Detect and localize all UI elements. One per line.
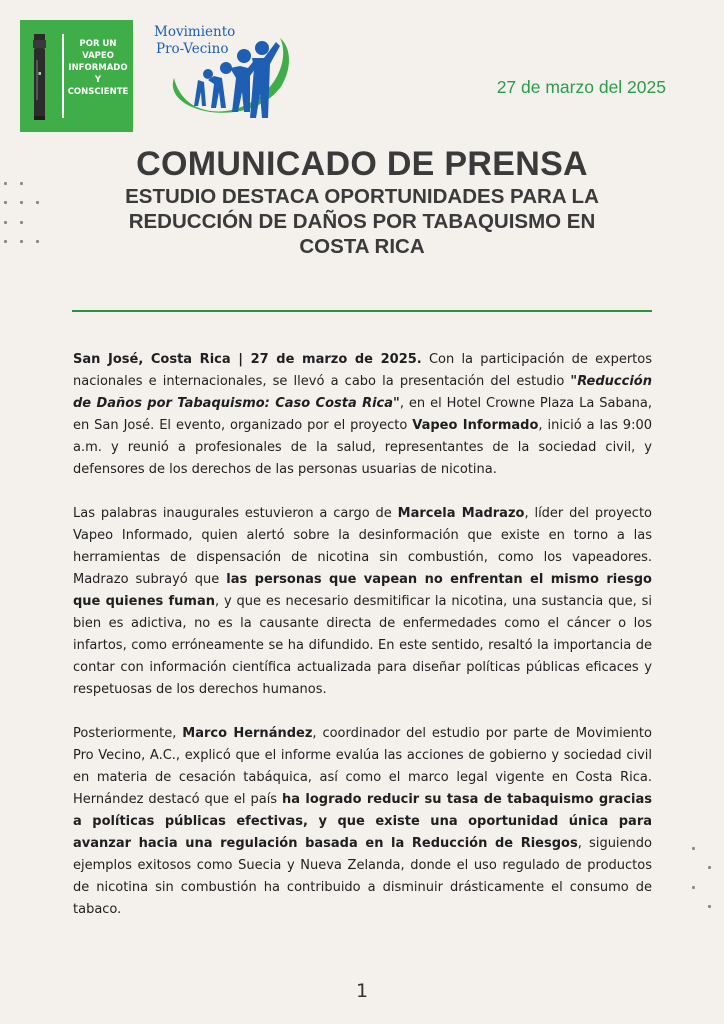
paragraph-intro xyxy=(73,349,652,481)
press-date: 27 de marzo del 2025 xyxy=(496,77,666,97)
body-text: , líder del proyecto Vapeo Informado, quien alertó sobre la desinformación que existe en torno a las herramientas de dispensación de nicotina sin combustión, como los vapeadores. Madrazo subrayó que xyxy=(73,506,652,587)
speaker-name: Marcela Madrazo xyxy=(397,506,525,521)
body-text: , en el Hotel Crowne Plaza La Sabana, en San José. El evento, organizado por el proyecto xyxy=(73,396,653,433)
logo-line: Pro-Vecino xyxy=(156,41,229,57)
logo-line: INFORMADO xyxy=(68,63,128,73)
logo-line: Y xyxy=(94,75,102,85)
paragraph-madrazo xyxy=(73,503,652,701)
subtitle-line: ESTUDIO DESTACA OPORTUNIDADES PARA LA xyxy=(125,185,599,208)
page-number: 1 xyxy=(355,980,369,1002)
body-text: , y que es necesario desmitificar la nicotina, una sustancia que, si bien es adictiva, no es la causante directa de enfermedades como el cáncer o los infartos, como erróneamente se ha difundido. En este sentido, resaltó la importancia de contar con información científica actualizada para diseñar políticas públicas eficaces y respetuosas de los derechos humanos. xyxy=(73,594,652,697)
mpv-logo-text xyxy=(154,24,235,58)
paragraph-hernandez xyxy=(73,723,652,921)
subtitle-line: REDUCCIÓN DE DAÑOS POR TABAQUISMO EN xyxy=(128,210,596,233)
body-text: Con la participación de expertos nacionales e internacionales, se llevó a cabo la presentación del estudio xyxy=(73,352,653,389)
logo-divider xyxy=(62,34,64,118)
body-text: , coordinador del estudio por parte de Movimiento Pro Vecino, A.C., explicó que el informe evalúa las acciones de gobierno y sociedad civil en materia de cesación tabáquica, así como el marco legal vigente en Costa Rica. Hernández destacó que el país xyxy=(73,726,652,807)
logo-line: POR UN xyxy=(79,39,117,49)
movimiento-pro-vecino-logo xyxy=(152,18,300,130)
body-text: , inició a las 9:00 a.m. y reunió a profesionales de la salud, representantes de la sociedad civil, y defensores de los derechos de las personas usuarias de nicotina. xyxy=(73,418,652,477)
vapeo-logo-text xyxy=(66,38,130,98)
logo-line: Movimiento xyxy=(154,24,236,40)
dot-grid-decoration xyxy=(680,840,724,920)
dateline: San José, Costa Rica | 27 de marzo de 2025. xyxy=(73,352,422,367)
header-divider xyxy=(72,310,652,312)
dot-grid-decoration xyxy=(0,0,60,260)
project-name: Vapeo Informado xyxy=(412,418,539,433)
speaker-name: Marco Hernández xyxy=(182,726,313,741)
logo-line: VAPEO xyxy=(82,51,114,61)
page-title: COMUNICADO DE PRENSA xyxy=(136,145,588,183)
body-text: Las palabras inaugurales estuvieron a cargo de xyxy=(73,506,398,521)
body-text: , siguiendo ejemplos exitosos como Suecia y Nueva Zelanda, donde el uso regulado de productos de nicotina sin combustión ha contribuido a disminuir drásticamente el consumo de tabaco. xyxy=(73,836,652,917)
logo-line: CONSCIENTE xyxy=(67,87,129,97)
highlight-text: las personas que vapean no enfrentan el mismo riesgo que quienes fuman xyxy=(73,572,652,609)
press-body xyxy=(73,349,652,943)
highlight-text: ha logrado reducir su tasa de tabaquismo gracias a políticas públicas efectivas, y que existe una oportunidad única para avanzar hacia una regulación basada en la Reducción de Riesgos xyxy=(73,792,652,851)
body-text: Posteriormente, xyxy=(73,726,183,741)
page-subtitle xyxy=(80,184,644,259)
subtitle-line: COSTA RICA xyxy=(299,235,425,258)
study-title: "Reducción de Daños por Tabaquismo: Caso Costa Rica" xyxy=(73,374,652,411)
